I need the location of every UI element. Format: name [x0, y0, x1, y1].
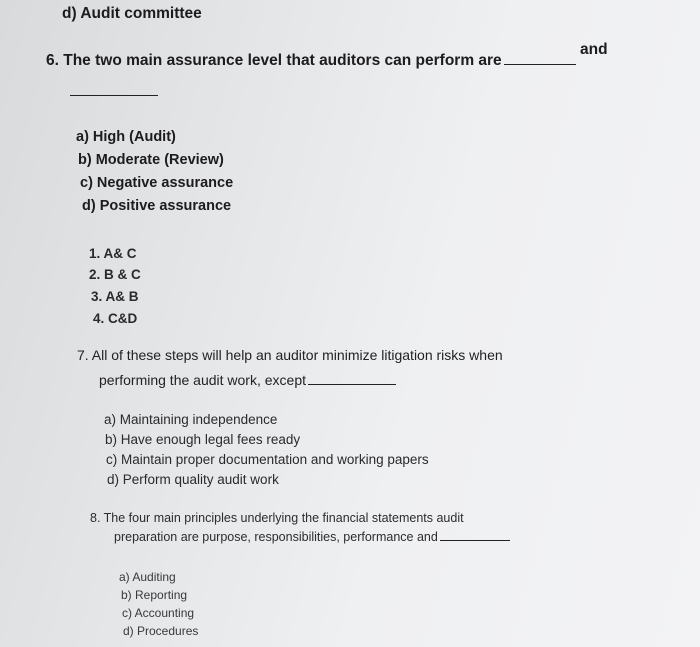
q6-option-d: d) Positive assurance — [82, 198, 232, 214]
q6-option-c: c) Negative assurance — [80, 175, 234, 191]
q8-option-d: d) Procedures — [123, 624, 199, 638]
q6-option-a: a) High (Audit) — [76, 129, 176, 145]
q6-choice-3: 3. A& B — [91, 289, 139, 304]
q6-option-b: b) Moderate (Review) — [78, 152, 224, 168]
q7-option-a: a) Maintaining independence — [104, 412, 278, 427]
q6-choice-2: 2. B & C — [89, 267, 141, 282]
question-6-text: 6. The two main assurance level that auditors can perform are — [46, 52, 502, 69]
answer-blank-2[interactable] — [70, 95, 158, 96]
answer-blank-3[interactable] — [308, 384, 396, 385]
answer-blank-1[interactable] — [504, 64, 576, 65]
question-8-line-2-text: preparation are purpose, responsibilities, performance and — [114, 530, 438, 544]
question-7-line-2 — [99, 373, 396, 387]
q8-option-b: b) Reporting — [121, 588, 188, 602]
question-8-line-2 — [114, 531, 510, 544]
q6-choice-4: 4. C&D — [93, 311, 138, 326]
previous-option-d: d) Audit committee — [62, 5, 202, 22]
question-6-and: and — [580, 41, 608, 58]
question-7-line-2-text: performing the audit work, except — [99, 372, 306, 388]
q6-choice-1: 1. A& C — [89, 246, 137, 261]
answer-blank-4[interactable] — [440, 540, 510, 541]
q7-option-b: b) Have enough legal fees ready — [105, 432, 301, 447]
q8-option-a: a) Auditing — [119, 570, 176, 584]
q7-option-c: c) Maintain proper documentation and working papers — [106, 452, 429, 467]
q8-option-c: c) Accounting — [122, 606, 195, 620]
question-6 — [46, 53, 576, 69]
question-8-line-1: 8. The four main principles underlying the financial statements audit — [90, 511, 464, 525]
q7-option-d: d) Perform quality audit work — [107, 472, 279, 487]
question-7-line-1: 7. All of these steps will help an auditor minimize litigation risks when — [77, 347, 503, 363]
